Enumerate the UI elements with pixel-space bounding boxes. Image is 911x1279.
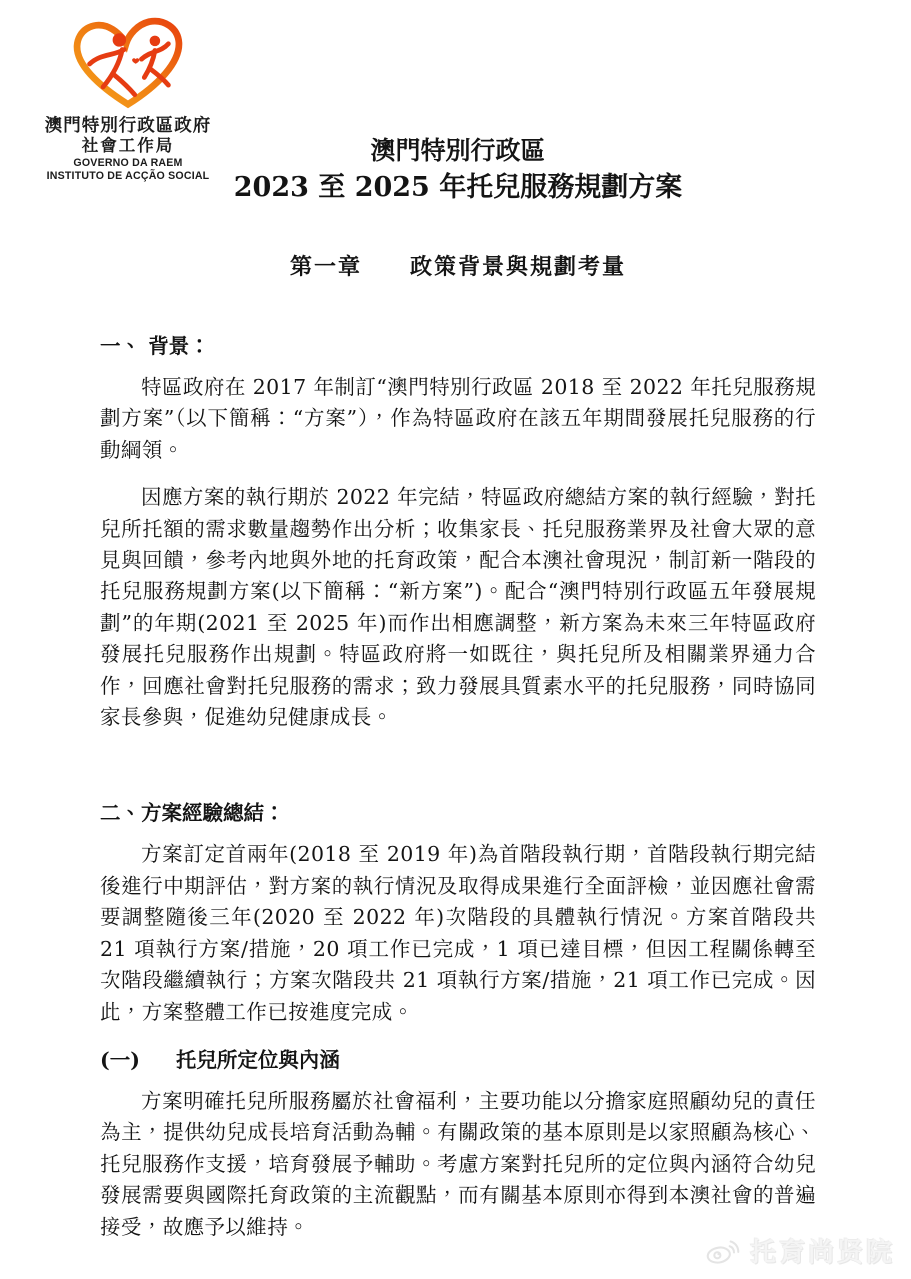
subsection1-paragraph-1: 方案明確托兒所服務屬於社會福利，主要功能以分擔家庭照顧幼兒的責任為主，提供幼兒成長培育活動為輔。有關政策的基本原則是以家照顧為核心、托兒服務作支援，培育發展予輔助。考慮方案對托兒所的定位與內涵符合幼兒發展需要與國際托育政策的主流觀點，而有關基本原則亦得到本澳社會的普遍接受，故應予以維持。	[100, 1088, 816, 1239]
section2-paragraph-1: 方案訂定首兩年(2018 至 2019 年)為首階段執行期，首階段執行期完結後進行中期評估，對方案的執行情況及取得成果進行全面評檢，並因應社會需要調整隨後三年(2020 至 2022 年)次階段的具體執行情況。方案首階段共 21 項執行方案/措施，20 項工作已完成，1 項已達目標，但因工程關係轉至次階段繼續執行；方案次階段共 21 項執行方案/措施，21 項工作已完成。因此，方案整體工作已按進度完成。	[100, 842, 816, 1024]
agency-name-pt-line2: INSTITUTO DE ACÇÃO SOCIAL	[46, 169, 210, 182]
section2-heading: 二、方案經驗總結：	[100, 801, 285, 826]
section1-heading: 一、 背景：	[100, 334, 210, 358]
watermark-text: 托育尚贤院	[749, 1238, 895, 1268]
section1-paragraph-1: 特區政府在 2017 年制訂“澳門特別行政區 2018 至 2022 年托兒服務規劃方案”（以下簡稱：“方案”），作為特區政府在該五年期間發展托兒服務的行動綱領。	[100, 375, 816, 462]
subsection1-title: 托兒所定位與內涵	[175, 1047, 340, 1072]
agency-name-zh-line2: 社會工作局	[81, 137, 175, 155]
subsection1-number: (一)	[100, 1047, 140, 1072]
watermark	[705, 1232, 895, 1269]
document-content	[100, 0, 816, 1243]
subsection1-heading	[100, 1046, 816, 1074]
chapter-heading: 第一章 政策背景與規劃考量	[289, 254, 626, 280]
agency-name-pt-line1: GOVERNO DA RAEM	[73, 157, 183, 169]
document-title-line2: 2023 至 2025 年托兒服務規劃方案	[233, 172, 683, 203]
weibo-icon	[705, 1236, 743, 1266]
document-title-line1: 澳門特別行政區	[370, 136, 546, 165]
section1-paragraph-2: 因應方案的執行期於 2022 年完結，特區政府總結方案的執行經驗，對托兒所托額的需求數量趨勢作出分析；收集家長、托兒服務業界及社會大眾的意見與回饋，參考內地與外地的托育政策，配合本澳社會現況，制訂新一階段的托兒服務規劃方案(以下簡稱：“新方案”)。配合“澳門特別行政區五年發展規劃”的年期(2021 至 2025 年)而作出相應調整，新方案為未來三年特區政府發展托兒服務作出規劃。特區政府將一如既往，與托兒所及相關業界通力合作，回應社會對托兒服務的需求；致力發展具質素水平的托兒服務，同時協同家長參與，促進幼兒健康成長。	[100, 485, 816, 730]
agency-name-zh-line1: 澳門特別行政區政府	[44, 115, 212, 135]
